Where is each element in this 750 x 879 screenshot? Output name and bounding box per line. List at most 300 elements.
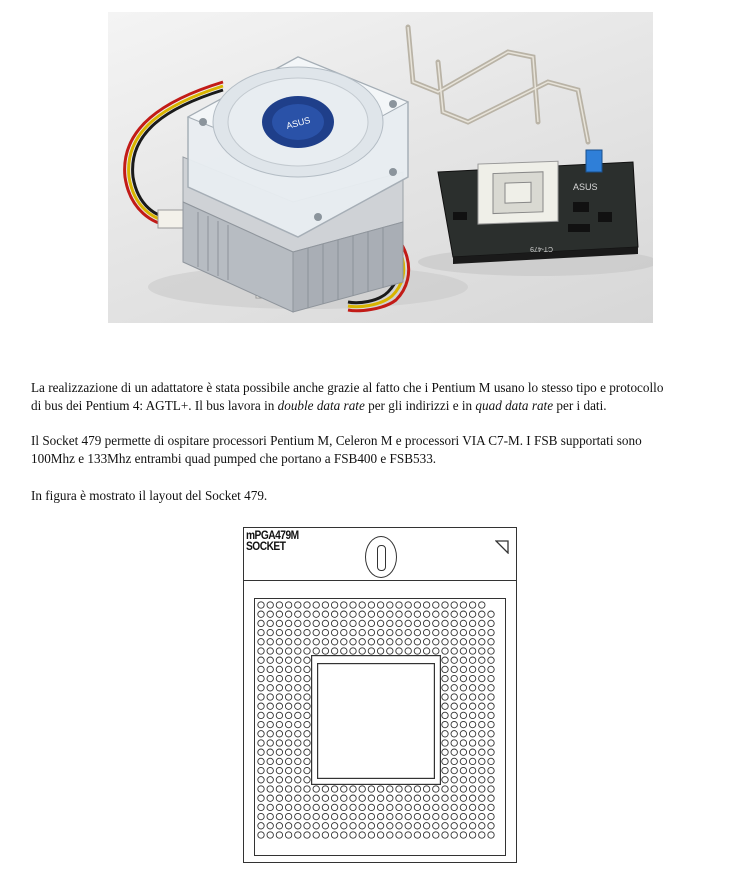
socket-pin bbox=[368, 629, 374, 635]
socket-pin bbox=[479, 657, 485, 663]
socket-pin bbox=[304, 639, 310, 645]
socket-pin bbox=[377, 639, 383, 645]
socket-pin bbox=[479, 813, 485, 819]
socket-pin bbox=[258, 648, 264, 654]
socket-pin bbox=[451, 795, 457, 801]
socket-pin bbox=[258, 813, 264, 819]
socket-pin bbox=[341, 620, 347, 626]
socket-pin bbox=[433, 620, 439, 626]
socket-pin bbox=[285, 813, 291, 819]
socket-pin bbox=[322, 602, 328, 608]
socket-pin bbox=[350, 786, 356, 792]
socket-pin bbox=[359, 786, 365, 792]
socket-pin bbox=[322, 620, 328, 626]
socket-pin bbox=[479, 832, 485, 838]
socket-pin bbox=[359, 648, 365, 654]
socket-pin bbox=[258, 602, 264, 608]
socket-pin bbox=[460, 777, 466, 783]
socket-pin bbox=[304, 703, 310, 709]
socket-pin bbox=[479, 602, 485, 608]
socket-pin bbox=[322, 629, 328, 635]
socket-pin bbox=[313, 786, 319, 792]
socket-pin bbox=[276, 703, 282, 709]
socket-pin bbox=[451, 602, 457, 608]
socket-pin bbox=[423, 795, 429, 801]
socket-pin bbox=[433, 786, 439, 792]
socket-pin bbox=[295, 786, 301, 792]
socket-pin bbox=[479, 731, 485, 737]
socket-pin bbox=[442, 740, 448, 746]
socket-pin bbox=[488, 675, 494, 681]
socket-pin bbox=[451, 823, 457, 829]
socket-pin bbox=[285, 740, 291, 746]
socket-pin bbox=[258, 804, 264, 810]
socket-pin bbox=[304, 832, 310, 838]
socket-pin bbox=[368, 823, 374, 829]
socket-pin bbox=[313, 832, 319, 838]
socket-pin bbox=[341, 795, 347, 801]
socket-pin bbox=[479, 767, 485, 773]
socket-pin bbox=[387, 620, 393, 626]
pin1-triangle-icon bbox=[495, 540, 509, 554]
paragraph-figure-caption bbox=[31, 487, 731, 505]
socket-pin bbox=[258, 777, 264, 783]
socket-pin bbox=[295, 758, 301, 764]
socket-pin bbox=[451, 813, 457, 819]
socket-pin bbox=[469, 694, 475, 700]
socket-pin bbox=[377, 786, 383, 792]
socket-pin bbox=[304, 786, 310, 792]
socket-pin bbox=[442, 758, 448, 764]
socket-pin bbox=[414, 629, 420, 635]
socket-pin bbox=[442, 749, 448, 755]
socket-pin bbox=[341, 804, 347, 810]
socket-pin bbox=[469, 602, 475, 608]
socket-pin bbox=[359, 823, 365, 829]
socket-pin bbox=[285, 832, 291, 838]
socket-pin bbox=[368, 786, 374, 792]
socket-pin bbox=[396, 620, 402, 626]
socket-pin bbox=[304, 620, 310, 626]
socket-pin bbox=[488, 703, 494, 709]
socket-pin bbox=[488, 749, 494, 755]
socket-pin bbox=[423, 832, 429, 838]
cpu-adapter-photo bbox=[108, 12, 653, 323]
socket-pin bbox=[387, 602, 393, 608]
socket-pin bbox=[368, 795, 374, 801]
socket-pin bbox=[442, 777, 448, 783]
socket-pin bbox=[295, 657, 301, 663]
socket-pin bbox=[451, 648, 457, 654]
socket-pin bbox=[387, 804, 393, 810]
socket-pin bbox=[267, 721, 273, 727]
socket-pin bbox=[295, 823, 301, 829]
socket-pin bbox=[295, 648, 301, 654]
italic-term: double data rate bbox=[277, 398, 365, 413]
socket-pin bbox=[304, 804, 310, 810]
socket-pin bbox=[368, 648, 374, 654]
socket-pin bbox=[488, 685, 494, 691]
text-run: per i dati. bbox=[553, 398, 607, 413]
socket-pin bbox=[460, 740, 466, 746]
socket-pin bbox=[387, 611, 393, 617]
socket-pin bbox=[396, 813, 402, 819]
socket-pin bbox=[304, 666, 310, 672]
socket-pin bbox=[304, 758, 310, 764]
fan-brand-label: ASUS bbox=[285, 114, 312, 131]
socket-pin bbox=[295, 749, 301, 755]
socket-pin bbox=[276, 795, 282, 801]
socket-pin bbox=[304, 749, 310, 755]
socket-pin bbox=[331, 832, 337, 838]
socket-pin bbox=[387, 786, 393, 792]
socket-pin bbox=[460, 767, 466, 773]
socket-479-diagram bbox=[243, 527, 517, 863]
socket-pin bbox=[313, 611, 319, 617]
socket-pin bbox=[469, 731, 475, 737]
socket-pin bbox=[285, 675, 291, 681]
socket-pin bbox=[442, 639, 448, 645]
socket-pin bbox=[285, 795, 291, 801]
socket-pin bbox=[350, 611, 356, 617]
socket-pin bbox=[460, 685, 466, 691]
socket-pin bbox=[359, 602, 365, 608]
socket-pin bbox=[479, 648, 485, 654]
socket-pin bbox=[276, 602, 282, 608]
socket-pin bbox=[423, 823, 429, 829]
socket-pin bbox=[460, 786, 466, 792]
socket-pin bbox=[285, 804, 291, 810]
socket-pin bbox=[433, 832, 439, 838]
socket-pin bbox=[267, 777, 273, 783]
socket-pin bbox=[460, 813, 466, 819]
socket-pin bbox=[322, 648, 328, 654]
socket-pin bbox=[368, 620, 374, 626]
socket-pin bbox=[313, 823, 319, 829]
socket-pin bbox=[276, 657, 282, 663]
socket-pin bbox=[377, 602, 383, 608]
socket-pin bbox=[341, 832, 347, 838]
socket-pin bbox=[479, 620, 485, 626]
socket-pin bbox=[479, 804, 485, 810]
socket-pin bbox=[322, 804, 328, 810]
socket-pin bbox=[414, 639, 420, 645]
socket-pin bbox=[479, 639, 485, 645]
socket-pin bbox=[423, 620, 429, 626]
socket-pin bbox=[276, 648, 282, 654]
socket-pin bbox=[258, 657, 264, 663]
socket-pin bbox=[285, 777, 291, 783]
socket-pin bbox=[451, 657, 457, 663]
socket-pin bbox=[368, 639, 374, 645]
socket-pin bbox=[460, 731, 466, 737]
socket-pin bbox=[295, 685, 301, 691]
socket-pin bbox=[304, 694, 310, 700]
socket-pin bbox=[396, 629, 402, 635]
socket-pin bbox=[258, 703, 264, 709]
socket-pin bbox=[377, 813, 383, 819]
socket-pin bbox=[295, 813, 301, 819]
socket-pin bbox=[460, 675, 466, 681]
socket-pin bbox=[451, 703, 457, 709]
socket-pin bbox=[341, 648, 347, 654]
socket-pin bbox=[359, 639, 365, 645]
socket-pin bbox=[267, 712, 273, 718]
socket-pin bbox=[442, 795, 448, 801]
socket-pin bbox=[350, 620, 356, 626]
socket-pin bbox=[387, 639, 393, 645]
socket-pin bbox=[258, 721, 264, 727]
socket-pin bbox=[267, 795, 273, 801]
socket-pin bbox=[488, 786, 494, 792]
socket-pin bbox=[276, 740, 282, 746]
socket-pin bbox=[350, 832, 356, 838]
socket-pin bbox=[359, 795, 365, 801]
socket-pin bbox=[442, 804, 448, 810]
socket-pin bbox=[460, 629, 466, 635]
socket-pin bbox=[377, 804, 383, 810]
socket-pin bbox=[451, 731, 457, 737]
paragraph-adapter-bus bbox=[31, 379, 731, 415]
socket-pin bbox=[405, 620, 411, 626]
socket-pin bbox=[285, 758, 291, 764]
socket-pin bbox=[387, 813, 393, 819]
socket-pin bbox=[313, 813, 319, 819]
socket-pin bbox=[442, 675, 448, 681]
socket-pin bbox=[285, 685, 291, 691]
socket-pin bbox=[322, 639, 328, 645]
socket-pin bbox=[276, 666, 282, 672]
socket-pin bbox=[460, 795, 466, 801]
socket-pin bbox=[313, 804, 319, 810]
socket-pin bbox=[460, 823, 466, 829]
socket-pin bbox=[451, 740, 457, 746]
pin-grid bbox=[255, 599, 504, 854]
socket-pin bbox=[488, 694, 494, 700]
socket-pin bbox=[479, 712, 485, 718]
socket-pin bbox=[442, 786, 448, 792]
socket-pin bbox=[350, 648, 356, 654]
socket-pin bbox=[331, 804, 337, 810]
socket-pin bbox=[267, 767, 273, 773]
socket-pin bbox=[423, 648, 429, 654]
socket-pin bbox=[258, 620, 264, 626]
socket-pin bbox=[451, 675, 457, 681]
socket-pin bbox=[405, 823, 411, 829]
socket-pin bbox=[479, 694, 485, 700]
socket-pin bbox=[285, 611, 291, 617]
socket-pin bbox=[460, 703, 466, 709]
socket-pin bbox=[285, 657, 291, 663]
socket-pin bbox=[295, 740, 301, 746]
socket-pin bbox=[285, 639, 291, 645]
socket-pin bbox=[479, 703, 485, 709]
socket-pin bbox=[267, 657, 273, 663]
socket-pin bbox=[469, 804, 475, 810]
socket-pin bbox=[341, 629, 347, 635]
board-model-label: CT-479 bbox=[530, 245, 553, 252]
socket-pin bbox=[267, 611, 273, 617]
socket-pin bbox=[276, 629, 282, 635]
socket-pin bbox=[460, 639, 466, 645]
socket-pin bbox=[405, 602, 411, 608]
socket-pin bbox=[368, 832, 374, 838]
socket-pin bbox=[396, 823, 402, 829]
socket-pin bbox=[442, 602, 448, 608]
socket-pin bbox=[414, 832, 420, 838]
socket-pin bbox=[276, 777, 282, 783]
socket-pin bbox=[469, 675, 475, 681]
socket-pin bbox=[433, 611, 439, 617]
text-run: di bus dei Pentium 4: AGTL+. Il bus lavora in bbox=[31, 398, 278, 413]
socket-center-cavity-inner bbox=[318, 664, 435, 779]
socket-pin bbox=[304, 712, 310, 718]
socket-pin bbox=[258, 823, 264, 829]
socket-pin bbox=[479, 685, 485, 691]
socket-pin bbox=[414, 648, 420, 654]
socket-pin bbox=[276, 832, 282, 838]
socket-pin bbox=[368, 804, 374, 810]
socket-pin bbox=[267, 758, 273, 764]
socket-pin bbox=[423, 602, 429, 608]
text-line bbox=[31, 450, 731, 468]
socket-pin bbox=[423, 629, 429, 635]
socket-pin bbox=[414, 611, 420, 617]
socket-pin bbox=[304, 767, 310, 773]
socket-pin bbox=[276, 639, 282, 645]
socket-pin bbox=[414, 786, 420, 792]
socket-pin bbox=[276, 786, 282, 792]
socket-pin bbox=[423, 611, 429, 617]
socket-pin bbox=[285, 767, 291, 773]
socket-pin bbox=[442, 832, 448, 838]
text-run: 100Mhz e 133Mhz entrambi quad pumped che portano a FSB400 e FSB533. bbox=[31, 451, 437, 466]
socket-pin bbox=[405, 832, 411, 838]
socket-pin bbox=[304, 657, 310, 663]
socket-pin bbox=[258, 639, 264, 645]
socket-pin bbox=[442, 629, 448, 635]
text-run: In figura è mostrato il layout del Socket 479. bbox=[31, 488, 268, 503]
socket-pin bbox=[442, 813, 448, 819]
socket-pin bbox=[442, 611, 448, 617]
socket-pin bbox=[267, 648, 273, 654]
socket-pin bbox=[341, 639, 347, 645]
italic-term: quad data rate bbox=[475, 398, 554, 413]
socket-pin bbox=[304, 731, 310, 737]
socket-pin bbox=[276, 731, 282, 737]
socket-pin bbox=[396, 832, 402, 838]
socket-pin bbox=[405, 795, 411, 801]
text-line bbox=[31, 432, 731, 450]
socket-pin bbox=[433, 639, 439, 645]
socket-pin bbox=[451, 749, 457, 755]
socket-pin bbox=[313, 795, 319, 801]
socket-pin bbox=[377, 611, 383, 617]
socket-pin bbox=[331, 639, 337, 645]
socket-pin bbox=[258, 694, 264, 700]
socket-pin bbox=[460, 758, 466, 764]
socket-pin bbox=[451, 721, 457, 727]
socket-pin bbox=[488, 657, 494, 663]
socket-pin bbox=[276, 758, 282, 764]
socket-pin bbox=[488, 813, 494, 819]
socket-pin bbox=[377, 620, 383, 626]
socket-actuator-lever bbox=[365, 536, 397, 578]
socket-pin bbox=[341, 813, 347, 819]
socket-pin bbox=[414, 813, 420, 819]
socket-pin bbox=[451, 666, 457, 672]
socket-pin bbox=[276, 620, 282, 626]
socket-pin bbox=[377, 629, 383, 635]
socket-model-label bbox=[246, 530, 299, 552]
socket-pin bbox=[442, 767, 448, 773]
socket-pin bbox=[479, 777, 485, 783]
socket-pin bbox=[258, 629, 264, 635]
socket-pin bbox=[258, 749, 264, 755]
socket-pin bbox=[469, 813, 475, 819]
socket-pin bbox=[258, 767, 264, 773]
socket-pin bbox=[469, 629, 475, 635]
socket-pin bbox=[377, 648, 383, 654]
socket-pin bbox=[258, 685, 264, 691]
socket-pin bbox=[304, 813, 310, 819]
socket-pin bbox=[479, 666, 485, 672]
socket-pin bbox=[405, 648, 411, 654]
socket-pin bbox=[313, 602, 319, 608]
socket-pin bbox=[451, 611, 457, 617]
socket-pin bbox=[451, 685, 457, 691]
socket-pin bbox=[405, 639, 411, 645]
socket-pin bbox=[460, 620, 466, 626]
socket-label-line2: SOCKET bbox=[246, 539, 286, 553]
socket-pin bbox=[451, 620, 457, 626]
socket-pin bbox=[285, 602, 291, 608]
socket-pin bbox=[359, 813, 365, 819]
socket-pin bbox=[469, 721, 475, 727]
socket-pin bbox=[295, 602, 301, 608]
socket-pin bbox=[396, 639, 402, 645]
text-line bbox=[31, 379, 731, 397]
socket-pin bbox=[295, 675, 301, 681]
socket-pin bbox=[442, 685, 448, 691]
socket-pin bbox=[285, 712, 291, 718]
socket-pin bbox=[396, 795, 402, 801]
socket-pin bbox=[460, 749, 466, 755]
socket-pin bbox=[295, 703, 301, 709]
socket-pin bbox=[451, 767, 457, 773]
socket-pin bbox=[267, 666, 273, 672]
socket-pin bbox=[442, 823, 448, 829]
socket-pin bbox=[479, 758, 485, 764]
socket-pin bbox=[258, 666, 264, 672]
board-brand-label: ASUS bbox=[573, 182, 598, 192]
socket-pin bbox=[488, 804, 494, 810]
socket-pin bbox=[479, 823, 485, 829]
text-run: per gli indirizzi e in bbox=[364, 398, 476, 413]
socket-pin bbox=[350, 629, 356, 635]
socket-pin bbox=[396, 648, 402, 654]
socket-pin bbox=[331, 602, 337, 608]
socket-pin bbox=[368, 813, 374, 819]
socket-pin bbox=[442, 694, 448, 700]
socket-pin bbox=[295, 694, 301, 700]
text-line bbox=[31, 397, 731, 415]
socket-pin bbox=[451, 786, 457, 792]
socket-pin bbox=[258, 731, 264, 737]
socket-pin bbox=[423, 786, 429, 792]
socket-pin bbox=[350, 602, 356, 608]
socket-pin bbox=[433, 823, 439, 829]
